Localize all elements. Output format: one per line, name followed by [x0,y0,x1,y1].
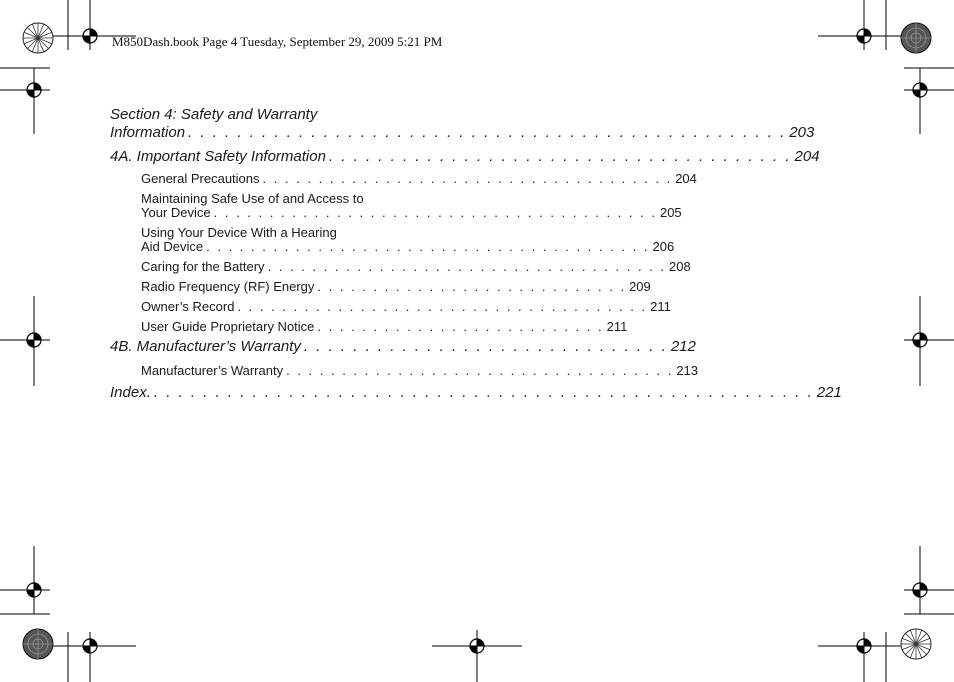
leader-dots: . . . . . . . . . . . . . . . . . . . . . . . . . . [317,319,604,334]
toc-item-page: 213 [676,363,699,378]
leader-dots: . . . . . . . . . . . . . . . . . . . . . . . . . . . . [317,279,627,294]
toc-item-title: Caring for the Battery [141,259,265,274]
toc-item[interactable] [110,299,671,314]
leader-dots: . . . . . . . . . . . . . . . . . . . . . . . . . . . . . . . . . . . . . . [328,148,792,165]
leader-dots: . . . . . . . . . . . . . . . . . . . . . . . . . . . . . . . . . . . . . . . . [206,239,650,254]
toc-chapter-page: 204 [794,148,820,165]
table-of-contents [110,106,842,402]
toc-item-title: Aid Device [141,239,204,254]
toc-item-page: 206 [652,239,675,254]
leader-dots: . . . . . . . . . . . . . . . . . . . . . . . . . . . . . . . . . . . [286,363,674,378]
toc-item-line1: Maintaining Safe Use of and Access to [141,191,364,206]
toc-index[interactable] [110,384,842,402]
leader-dots: . . . . . . . . . . . . . . . . . . . . . . . . . . . . . . . . . . . . . . . . . . . . . . . . . [188,124,787,141]
toc-item[interactable] [110,171,697,186]
toc-item-page: 208 [669,259,691,274]
toc-index-title: Index. [110,384,151,401]
toc-item-title: Manufacturer’s Warranty [141,363,284,378]
leader-dots: . . . . . . . . . . . . . . . . . . . . . . . . . . . . . . . . . . . . . [262,171,673,186]
leader-dots: . . . . . . . . . . . . . . . . . . . . . . . . . . . . . . . . . . . . [267,259,667,274]
toc-chapter-4b[interactable] [110,338,696,356]
toc-section-page: 203 [789,124,815,141]
toc-chapter-title: 4A. Important Safety Information [110,148,326,165]
toc-item[interactable] [110,259,691,274]
print-header: M850Dash.book Page 4 Tuesday, September 29, 2009 5:21 PM [112,34,443,49]
toc-item-line1: Using Your Device With a Hearing [141,225,337,240]
toc-chapter-title: 4B. Manufacturer’s Warranty [110,338,301,355]
toc-section-line1: Section 4: Safety and Warranty [110,106,318,123]
toc-item-title: Owner’s Record [141,299,235,314]
toc-item-page: 204 [675,171,697,186]
toc-item-page: 209 [629,279,651,294]
toc-item-title: Your Device [141,205,211,220]
toc-item[interactable] [110,191,682,220]
toc-section-title: Information [110,124,186,141]
toc-item[interactable] [110,225,675,254]
toc-item-title: User Guide Proprietary Notice [141,319,315,334]
toc-item-title: General Precautions [141,171,260,186]
toc-index-page: 221 [816,384,842,401]
toc-item[interactable] [110,363,699,378]
toc-item-page: 211 [650,299,671,314]
toc-item-page: 211 [606,319,628,334]
toc-item[interactable] [110,279,651,294]
toc-chapter-4a[interactable] [110,148,820,166]
toc-item[interactable] [110,319,628,334]
leader-dots: . . . . . . . . . . . . . . . . . . . . . . . . . . . . . . . . . . . . . . . . . . . . . . . . . . . . . . [153,384,814,401]
toc-chapter-page: 212 [670,338,696,355]
leader-dots: . . . . . . . . . . . . . . . . . . . . . . . . . . . . . . . . . . . . . [237,299,648,314]
toc-item-title: Radio Frequency (RF) Energy [141,279,315,294]
toc-section-4[interactable] [110,106,815,142]
leader-dots: . . . . . . . . . . . . . . . . . . . . . . . . . . . . . . . . . . . . . . . . [213,205,657,220]
leader-dots: . . . . . . . . . . . . . . . . . . . . . . . . . . . . . . [303,338,668,355]
toc-item-page: 205 [659,205,682,220]
